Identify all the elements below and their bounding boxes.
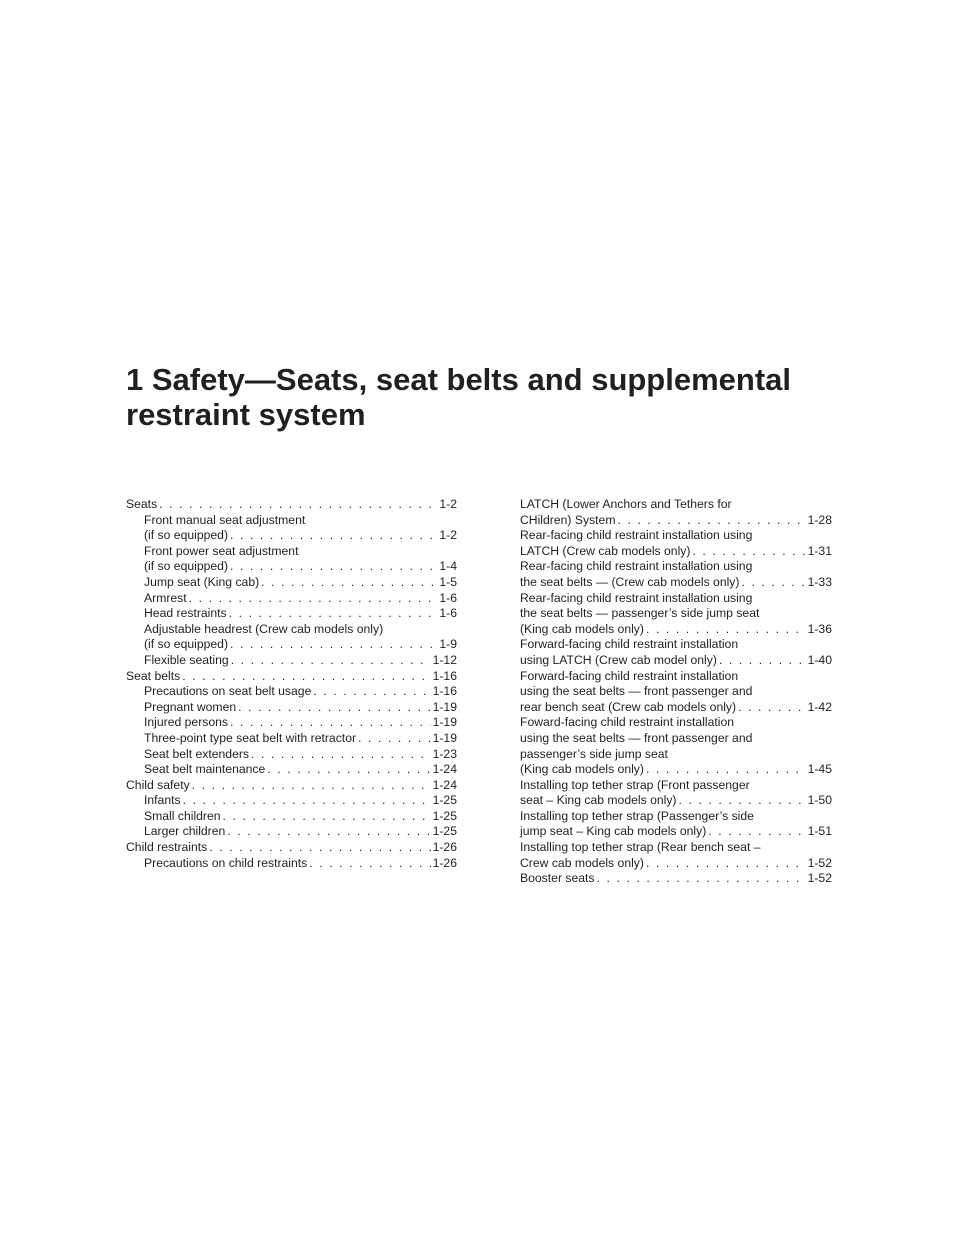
dot-leader xyxy=(230,637,437,653)
toc-entry-lastline xyxy=(144,793,457,809)
toc-page-number: 1-4 xyxy=(439,559,457,574)
toc-page-number: 1-19 xyxy=(432,730,457,745)
toc-entry[interactable] xyxy=(126,497,457,513)
toc-entry[interactable] xyxy=(126,669,457,685)
toc-page-number: 1-45 xyxy=(807,762,832,777)
dot-leader xyxy=(209,840,430,856)
toc-entry-text: Larger children xyxy=(144,824,226,839)
toc-entry-text: Installing top tether strap (Front passenger xyxy=(520,777,750,792)
toc-entry[interactable] xyxy=(520,840,832,871)
toc-left-column xyxy=(126,497,457,871)
toc-entry-text: CHildren) System xyxy=(520,512,616,527)
toc-entry-lastline xyxy=(520,653,832,669)
toc-page-number: 1-40 xyxy=(807,652,832,667)
toc-entry-text: Seat belts xyxy=(126,668,181,683)
toc-entry-text: Flexible seating xyxy=(144,652,229,667)
toc-page-number: 1-50 xyxy=(807,793,832,808)
toc-page-number: 1-26 xyxy=(432,840,457,855)
toc-page-number: 1-26 xyxy=(432,855,457,870)
toc-page-number: 1-19 xyxy=(432,699,457,714)
toc-entry-text: (if so equipped) xyxy=(144,559,229,574)
toc-entry[interactable] xyxy=(520,591,832,638)
toc-page-number: 1-5 xyxy=(439,574,457,589)
toc-page-number: 1-31 xyxy=(807,543,832,558)
dot-leader xyxy=(719,653,806,669)
toc-entry-text: LATCH (Lower Anchors and Tethers for xyxy=(520,497,732,511)
dot-leader xyxy=(229,606,438,622)
toc-entry-lastline xyxy=(144,684,457,700)
toc-entry-lastline xyxy=(144,606,457,622)
dot-leader xyxy=(192,778,431,794)
toc-entry-text: Forward-facing child restraint installation xyxy=(520,637,739,652)
toc-entry-text: Child restraints xyxy=(126,840,208,855)
toc-entry-lastline xyxy=(520,575,832,591)
toc-page-number: 1-51 xyxy=(807,824,832,839)
toc-entry-text: Booster seats xyxy=(520,871,595,886)
toc-entry[interactable] xyxy=(126,513,457,544)
toc-page-number: 1-52 xyxy=(807,871,832,886)
dot-leader xyxy=(646,856,806,872)
dot-leader xyxy=(597,871,806,887)
dot-leader xyxy=(230,715,431,731)
toc-entry[interactable] xyxy=(126,700,457,716)
toc-entry-text: Rear-facing child restraint installation using xyxy=(520,559,753,574)
dot-leader xyxy=(182,669,430,685)
dot-leader xyxy=(189,591,438,607)
toc-entry-lastline xyxy=(520,544,832,560)
dot-leader xyxy=(230,528,437,544)
toc-entry[interactable] xyxy=(520,715,832,777)
toc-entry-text: Seats xyxy=(126,497,158,511)
toc-entry[interactable] xyxy=(126,809,457,825)
toc-entry-lastline xyxy=(144,637,457,653)
toc-page-number: 1-28 xyxy=(807,512,832,527)
toc-entry-lastline xyxy=(144,528,457,544)
toc-entry-text: Rear-facing child restraint installation using xyxy=(520,528,753,543)
toc-entry[interactable] xyxy=(126,747,457,763)
toc-entry-lastline xyxy=(144,715,457,731)
toc-entry[interactable] xyxy=(126,731,457,747)
toc-entry[interactable] xyxy=(126,824,457,840)
dot-leader xyxy=(646,762,806,778)
toc-entry-lastline xyxy=(520,871,832,887)
toc-page-number: 1-52 xyxy=(807,855,832,870)
dot-leader xyxy=(267,762,430,778)
dot-leader xyxy=(223,809,431,825)
toc-entry-text: Head restraints xyxy=(144,606,227,621)
toc-entry-text: Three-point type seat belt with retractor xyxy=(144,730,357,745)
toc-page-number: 1-33 xyxy=(807,574,832,589)
toc-entry-text: (King cab models only) xyxy=(520,762,644,777)
toc-entry[interactable] xyxy=(126,622,457,653)
toc-entry-lastline xyxy=(144,856,457,872)
toc-entry-lastline xyxy=(144,747,457,763)
toc-entry-text: Armrest xyxy=(144,590,187,605)
toc-entry-lastline xyxy=(144,575,457,591)
toc-entry-lastline xyxy=(144,653,457,669)
toc-entry-text: jump seat – King cab models only) xyxy=(520,824,707,839)
toc-page-number: 1-24 xyxy=(432,762,457,777)
toc-entry-lastline xyxy=(520,762,832,778)
toc-entry-text: (King cab models only) xyxy=(520,621,644,636)
toc-page-number: 1-36 xyxy=(807,621,832,636)
dot-leader xyxy=(227,824,430,840)
toc-entry-text: using the seat belts — front passenger and xyxy=(520,730,753,745)
dot-leader xyxy=(618,513,806,529)
toc-entry-text: Crew cab models only) xyxy=(520,855,644,870)
dot-leader xyxy=(261,575,437,591)
dot-leader xyxy=(313,684,430,700)
toc-entry-text: Pregnant women xyxy=(144,699,237,714)
toc-entry[interactable] xyxy=(126,793,457,809)
toc-entry[interactable] xyxy=(126,840,457,856)
toc-page-number: 1-2 xyxy=(439,497,457,511)
toc-entry-text: Front power seat adjustment xyxy=(144,543,299,558)
toc-entry-lastline xyxy=(520,700,832,716)
toc-entry-text: Forward-facing child restraint installation xyxy=(520,668,739,683)
toc-entry-text: passenger’s side jump seat xyxy=(520,746,668,761)
dot-leader xyxy=(741,575,805,591)
toc-entry-text: Seat belt maintenance xyxy=(144,762,266,777)
toc-entry-lastline xyxy=(144,731,457,747)
toc-page-number: 1-16 xyxy=(432,668,457,683)
toc-entry-text: Precautions on child restraints xyxy=(144,855,308,870)
toc-entry-lastline xyxy=(144,700,457,716)
toc-page-number: 1-25 xyxy=(432,808,457,823)
dot-leader xyxy=(230,559,437,575)
toc-entry-text: Injured persons xyxy=(144,715,229,730)
toc-entry-lastline xyxy=(144,762,457,778)
toc-entry-text: LATCH (Crew cab models only) xyxy=(520,543,691,558)
toc-right-column xyxy=(520,497,832,887)
toc-page-number: 1-2 xyxy=(439,528,457,543)
toc-entry-lastline xyxy=(144,809,457,825)
dot-leader xyxy=(679,793,806,809)
toc-entry-text: the seat belts — passenger’s side jump seat xyxy=(520,606,760,621)
toc-entry-text: using the seat belts — front passenger and xyxy=(520,684,753,699)
toc-entry[interactable] xyxy=(126,715,457,731)
toc-entry[interactable] xyxy=(126,591,457,607)
page-title: 1 Safety—Seats, seat belts and supplemental restraint system xyxy=(126,362,792,432)
toc-entry[interactable] xyxy=(126,575,457,591)
toc-entry[interactable] xyxy=(126,606,457,622)
toc-entry-lastline xyxy=(126,497,457,513)
toc-page-number: 1-19 xyxy=(432,715,457,730)
toc-entry-text: Installing top tether strap (Rear bench seat – xyxy=(520,840,761,855)
toc-page-number: 1-42 xyxy=(807,699,832,714)
toc-entry-lastline xyxy=(126,778,457,794)
toc-entry-text: Seat belt extenders xyxy=(144,746,250,761)
toc-page-number: 1-25 xyxy=(432,824,457,839)
toc-entry[interactable] xyxy=(126,544,457,575)
toc-entry[interactable] xyxy=(520,559,832,590)
toc-entry-text: Front manual seat adjustment xyxy=(144,512,306,527)
toc-entry-lastline xyxy=(144,559,457,575)
toc-entry[interactable] xyxy=(126,778,457,794)
toc-entry-text: seat – King cab models only) xyxy=(520,793,677,808)
toc-entry-text: Small children xyxy=(144,808,221,823)
toc-entry[interactable] xyxy=(126,762,457,778)
toc-entry-text: Adjustable headrest (Crew cab models only) xyxy=(144,621,384,636)
dot-leader xyxy=(251,747,431,763)
toc-page-number: 1-9 xyxy=(439,637,457,652)
toc-entry-lastline xyxy=(126,669,457,685)
dot-leader xyxy=(358,731,431,747)
toc-entry-lastline xyxy=(520,513,832,529)
dot-leader xyxy=(183,793,431,809)
toc-entry-lastline xyxy=(144,591,457,607)
dot-leader xyxy=(738,700,806,716)
toc-page-number: 1-6 xyxy=(439,606,457,621)
toc-entry-text: the seat belts — (Crew cab models only) xyxy=(520,574,740,589)
toc-page-number: 1-16 xyxy=(432,684,457,699)
toc-entry-lastline xyxy=(520,856,832,872)
toc-entry-text: Foward-facing child restraint installation xyxy=(520,715,735,730)
toc-entry-lastline xyxy=(520,793,832,809)
toc-entry-lastline xyxy=(144,824,457,840)
toc-entry-text: Precautions on seat belt usage xyxy=(144,684,312,699)
toc-entry-text: Infants xyxy=(144,793,181,808)
dot-leader xyxy=(159,497,437,513)
toc-entry-text: Rear-facing child restraint installation using xyxy=(520,590,753,605)
toc-entry[interactable] xyxy=(520,637,832,668)
toc-page-number: 1-12 xyxy=(432,652,457,667)
toc-entry-text: rear bench seat (Crew cab models only) xyxy=(520,699,737,714)
toc-entry-lastline xyxy=(520,824,832,840)
dot-leader xyxy=(646,622,806,638)
toc-entry-text: (if so equipped) xyxy=(144,637,229,652)
toc-page-number: 1-6 xyxy=(439,590,457,605)
toc-entry-text: using LATCH (Crew cab model only) xyxy=(520,652,717,667)
dot-leader xyxy=(231,653,431,669)
toc-entry-text: (if so equipped) xyxy=(144,528,229,543)
toc-page-number: 1-23 xyxy=(432,746,457,761)
toc-entry[interactable] xyxy=(520,497,832,528)
toc-entry-text: Child safety xyxy=(126,777,190,792)
toc-entry-lastline xyxy=(520,622,832,638)
toc-entry-text: Installing top tether strap (Passenger’s side xyxy=(520,808,754,823)
toc-entry[interactable] xyxy=(520,528,832,559)
toc-entry[interactable] xyxy=(126,684,457,700)
dot-leader xyxy=(309,856,430,872)
dot-leader xyxy=(238,700,430,716)
toc-entry-text: Jump seat (King cab) xyxy=(144,574,260,589)
dot-leader xyxy=(708,824,805,840)
toc-entry[interactable] xyxy=(126,856,457,872)
toc-entry-lastline xyxy=(126,840,457,856)
toc-entry[interactable] xyxy=(520,669,832,716)
toc-entry[interactable] xyxy=(520,871,832,887)
toc-page-number: 1-25 xyxy=(432,793,457,808)
toc-entry[interactable] xyxy=(126,653,457,669)
toc-entry[interactable] xyxy=(520,809,832,840)
toc-page-number: 1-24 xyxy=(432,777,457,792)
dot-leader xyxy=(692,544,805,560)
toc-entry[interactable] xyxy=(520,778,832,809)
